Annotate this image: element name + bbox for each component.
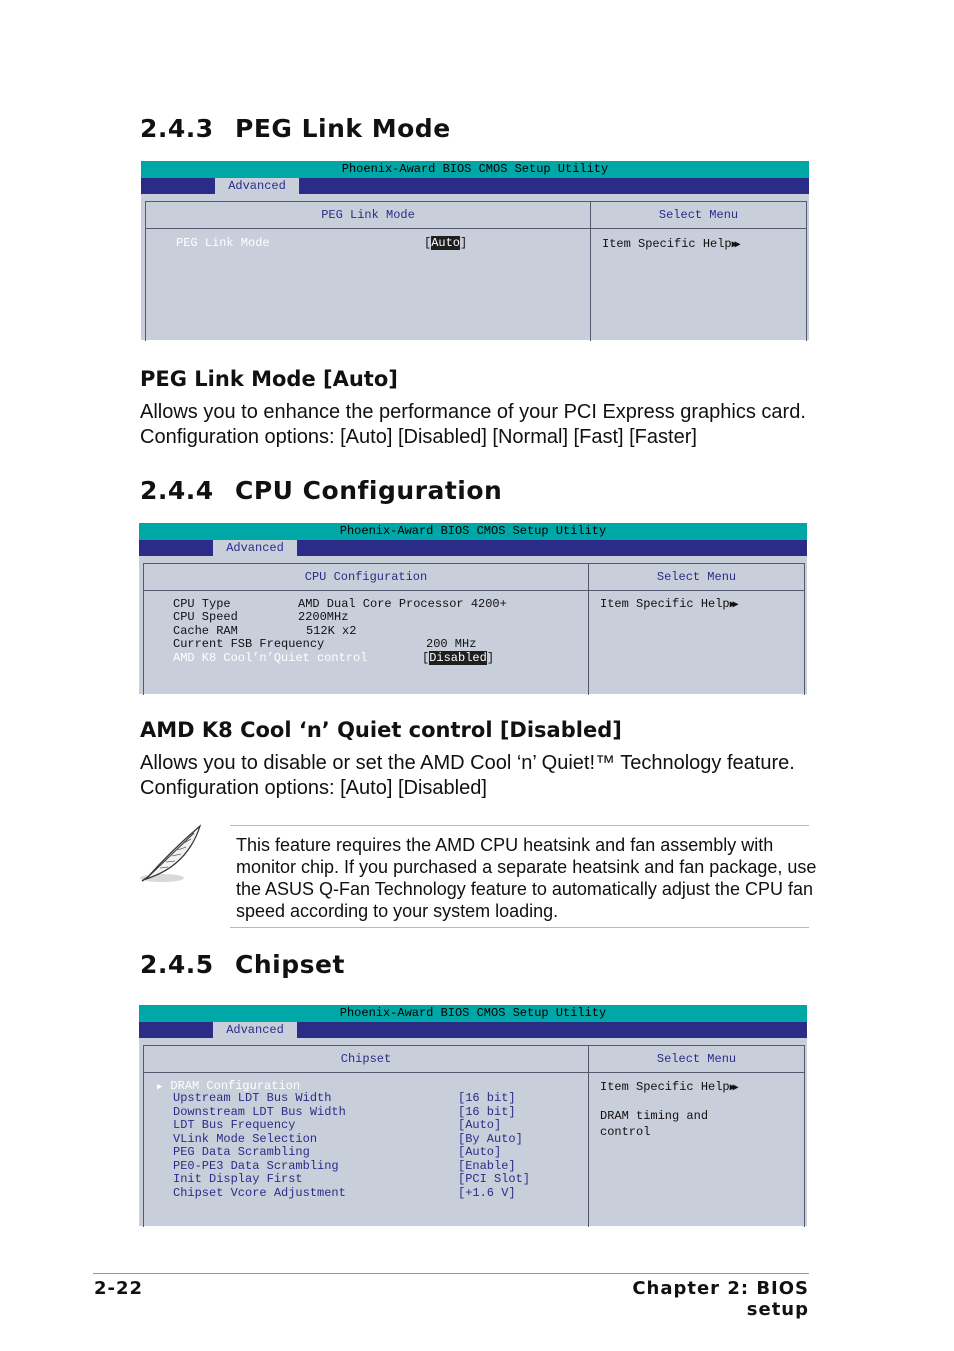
pane-header: Select Menu bbox=[591, 202, 806, 229]
bios-item-value[interactable]: [Auto] bbox=[424, 236, 468, 250]
submenu-arrow-icon: ▶ bbox=[157, 1082, 163, 1092]
chipset-row-value[interactable]: [PCI Slot] bbox=[458, 1172, 531, 1186]
bios-left-pane bbox=[143, 1045, 589, 1227]
footer-rule bbox=[93, 1273, 809, 1274]
chipset-row-label[interactable]: PEG Data Scrambling bbox=[173, 1145, 310, 1159]
bios-menu-bar bbox=[139, 1022, 807, 1038]
section-heading-chipset bbox=[140, 950, 345, 979]
chapter-label: Chapter 2: BIOS setup bbox=[632, 1278, 809, 1320]
double-arrow-icon: ▶▶ bbox=[731, 240, 738, 251]
section-title: CPU Configuration bbox=[235, 476, 503, 505]
help-text: Item Specific Help▶▶ bbox=[600, 1080, 736, 1094]
tab-advanced[interactable]: Advanced bbox=[213, 540, 297, 556]
chipset-row-value[interactable]: [Auto] bbox=[458, 1118, 502, 1132]
section-title: PEG Link Mode bbox=[235, 114, 451, 143]
chipset-row-value[interactable]: [Auto] bbox=[458, 1145, 502, 1159]
double-arrow-icon: ▶▶ bbox=[729, 1083, 736, 1094]
bios-menu-bar bbox=[141, 178, 809, 194]
note-line2: monitor chip. If you purchased a separate heatsink and fan package, use bbox=[236, 857, 817, 877]
cpu-row-type: CPU Type bbox=[173, 597, 231, 611]
chipset-row-label[interactable]: Upstream LDT Bus Width bbox=[173, 1091, 332, 1105]
bios-right-pane bbox=[588, 1045, 805, 1227]
double-arrow-icon: ▶▶ bbox=[729, 600, 736, 611]
item-label: PEG Link Mode bbox=[176, 236, 270, 250]
section-heading-peg bbox=[140, 114, 451, 143]
section-number: 2.4.4 bbox=[140, 476, 214, 505]
chipset-row-label[interactable]: LDT Bus Frequency bbox=[173, 1118, 296, 1132]
bios-title-bar: Phoenix-Award BIOS CMOS Setup Utility bbox=[139, 1005, 807, 1022]
cpu-row-speed: CPU Speed bbox=[173, 610, 238, 624]
desc-cpu-line1: Allows you to disable or set the AMD Cool ‘n’ Quiet!™ Technology feature. bbox=[140, 752, 795, 774]
chipset-row-label[interactable]: Init Display First bbox=[173, 1172, 303, 1186]
bios-item-value[interactable]: [Disabled] bbox=[422, 651, 495, 665]
help-text: Item Specific Help▶▶ bbox=[600, 597, 736, 611]
note-line3: the ASUS Q-Fan Technology feature to automatically adjust the CPU fan bbox=[236, 879, 813, 899]
pane-header: Select Menu bbox=[589, 1046, 804, 1073]
pane-header: CPU Configuration bbox=[144, 564, 588, 591]
bios-screen-peg bbox=[141, 161, 809, 340]
page-number: 2-22 bbox=[94, 1278, 144, 1299]
bios-left-pane bbox=[145, 201, 591, 341]
tab-advanced[interactable]: Advanced bbox=[213, 1022, 297, 1038]
cpu-row-fsb-value: 200 MHz bbox=[426, 637, 477, 651]
chipset-row-value[interactable]: [16 bit] bbox=[458, 1091, 516, 1105]
bios-item-cool-n-quiet[interactable]: AMD K8 Cool’n’Quiet control bbox=[173, 651, 368, 665]
bios-left-pane bbox=[143, 563, 589, 695]
pane-header: Chipset bbox=[144, 1046, 588, 1073]
chipset-row-value[interactable]: [Enable] bbox=[458, 1159, 516, 1173]
section-number: 2.4.3 bbox=[140, 114, 214, 143]
bios-title-bar: Phoenix-Award BIOS CMOS Setup Utility bbox=[139, 523, 807, 540]
bios-right-pane bbox=[588, 563, 805, 695]
bios-screen-chipset bbox=[139, 1005, 807, 1226]
note-line1: This feature requires the AMD CPU heatsink and fan assembly with bbox=[236, 835, 774, 855]
help-text: Item Specific Help▶▶ bbox=[602, 237, 738, 251]
help-desc-line2: control bbox=[600, 1125, 651, 1139]
cpu-row-fsb: Current FSB Frequency bbox=[173, 637, 325, 651]
cpu-row-cache-value: 512K x2 bbox=[306, 624, 357, 638]
bios-menu-bar bbox=[139, 540, 807, 556]
feather-note-icon bbox=[140, 823, 204, 885]
chipset-row-label[interactable]: Chipset Vcore Adjustment bbox=[173, 1186, 346, 1200]
section-heading-cpu bbox=[140, 476, 502, 505]
cpu-row-type-value: AMD Dual Core Processor 4200+ bbox=[298, 597, 507, 611]
note-top-rule bbox=[230, 825, 809, 826]
note-bottom-rule bbox=[230, 927, 809, 928]
desc-peg-line2: Configuration options: [Auto] [Disabled] [Normal] [Fast] [Faster] bbox=[140, 426, 697, 448]
bios-right-pane bbox=[590, 201, 807, 341]
note-line4: speed according to your system loading. bbox=[236, 901, 559, 921]
bios-title-bar: Phoenix-Award BIOS CMOS Setup Utility bbox=[141, 161, 809, 178]
desc-cpu-line2: Configuration options: [Auto] [Disabled] bbox=[140, 777, 487, 799]
chipset-row-value[interactable]: [16 bit] bbox=[458, 1105, 516, 1119]
bios-item-peg-link-mode[interactable] bbox=[176, 236, 270, 250]
chipset-row-label[interactable]: PE0-PE3 Data Scrambling bbox=[173, 1159, 339, 1173]
section-title: Chipset bbox=[235, 950, 345, 979]
option-heading-peg: PEG Link Mode [Auto] bbox=[140, 367, 398, 391]
tab-advanced[interactable]: Advanced bbox=[215, 178, 299, 194]
value-highlight: Auto bbox=[431, 236, 461, 250]
chipset-row-value[interactable]: [+1.6 V] bbox=[458, 1186, 516, 1200]
option-heading-cpu: AMD K8 Cool ‘n’ Quiet control [Disabled] bbox=[140, 718, 622, 742]
cpu-row-cache: Cache RAM bbox=[173, 624, 238, 638]
cpu-row-speed-value: 2200MHz bbox=[298, 610, 349, 624]
section-number: 2.4.5 bbox=[140, 950, 214, 979]
value-highlight: Disabled bbox=[429, 651, 487, 665]
pane-header: PEG Link Mode bbox=[146, 202, 590, 229]
help-desc-line1: DRAM timing and bbox=[600, 1109, 709, 1123]
pane-header: Select Menu bbox=[589, 564, 804, 591]
chipset-row-label[interactable]: Downstream LDT Bus Width bbox=[173, 1105, 346, 1119]
chipset-row-value[interactable]: [By Auto] bbox=[458, 1132, 523, 1146]
bios-submenu-dram[interactable]: ▶ DRAM Configuration bbox=[157, 1079, 301, 1093]
bios-screen-cpu bbox=[139, 523, 807, 694]
desc-peg-line1: Allows you to enhance the performance of your PCI Express graphics card. bbox=[140, 401, 806, 423]
chipset-row-label[interactable]: VLink Mode Selection bbox=[173, 1132, 318, 1146]
